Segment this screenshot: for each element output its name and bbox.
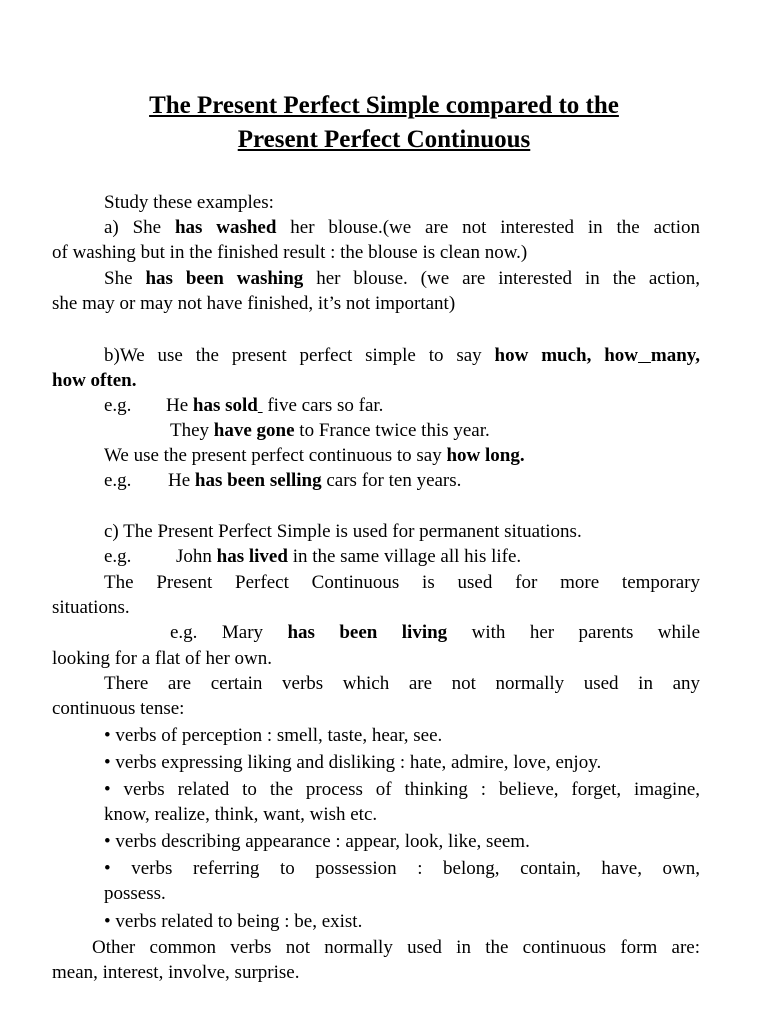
title-line-1: The Present Perfect Simple compared to the	[149, 92, 619, 119]
section-a-line-3: She has been washing her blouse. (we are interested in the action,	[104, 268, 701, 289]
closing-line-1: Other common verbs not normally used in the continuous form are:	[92, 937, 700, 958]
section-c-line-7: There are certain verbs which are not normally used in any	[104, 673, 700, 694]
section-c-line-3: The Present Perfect Continuous is used for more temporary	[104, 572, 700, 593]
bullet-icon: •	[104, 858, 111, 879]
section-b-example-3: e.g. He has been selling cars for ten years.	[104, 470, 462, 491]
bullet-item-possession: • verbs referring to possession : belong, contain, have, own,	[104, 858, 700, 879]
section-c-example-1: e.g. John has lived in the same village all his life.	[104, 546, 522, 567]
section-c-line-6: looking for a flat of her own.	[52, 648, 273, 669]
title-line-2: Present Perfect Continuous	[237, 126, 531, 153]
bullet-icon: •	[104, 752, 111, 773]
section-a-line-1: a) She has washed her blouse.(we are not interested in the action	[104, 217, 700, 238]
section-c-line-4: situations.	[52, 597, 130, 618]
bullet-item-perception: • verbs of perception : smell, taste, hear, see.	[104, 725, 443, 746]
section-b-line-1: b)We use the present perfect simple to say how much, how many,	[104, 345, 700, 366]
bullet-item-thinking-cont: know, realize, think, want, wish etc.	[104, 804, 378, 825]
bullet-icon: •	[104, 779, 111, 800]
bullet-item-possession-cont: possess.	[104, 883, 166, 904]
section-c-line-8: continuous tense:	[52, 698, 185, 719]
section-a-line-4: she may or may not have finished, it’s not important)	[52, 293, 456, 314]
intro-line: Study these examples:	[104, 192, 274, 213]
bullet-item-appearance: • verbs describing appearance : appear, look, like, seem.	[104, 831, 530, 852]
section-b-line-5: We use the present perfect continuous to say how long.	[104, 445, 525, 466]
bullet-icon: •	[104, 911, 111, 932]
section-c-line-1: c) The Present Perfect Simple is used for permanent situations.	[104, 521, 582, 542]
section-c-example-2: e.g. Mary has been living with her parents while	[170, 622, 701, 643]
bullet-item-thinking: • verbs related to the process of thinking : believe, forget, imagine,	[104, 779, 700, 800]
section-a-line-2: of washing but in the finished result : the blouse is clean now.)	[52, 242, 528, 263]
bullet-icon: •	[104, 831, 111, 852]
bullet-item-liking: • verbs expressing liking and disliking : hate, admire, love, enjoy.	[104, 752, 602, 773]
bullet-item-being: • verbs related to being : be, exist.	[104, 911, 363, 932]
section-b-example-1: e.g. He has sold five cars so far.	[104, 395, 384, 416]
section-b-line-2: how often.	[52, 370, 137, 391]
bullet-icon: •	[104, 725, 111, 746]
closing-line-2: mean, interest, involve, surprise.	[52, 962, 300, 983]
section-b-example-2: They have gone to France twice this year.	[170, 420, 490, 441]
